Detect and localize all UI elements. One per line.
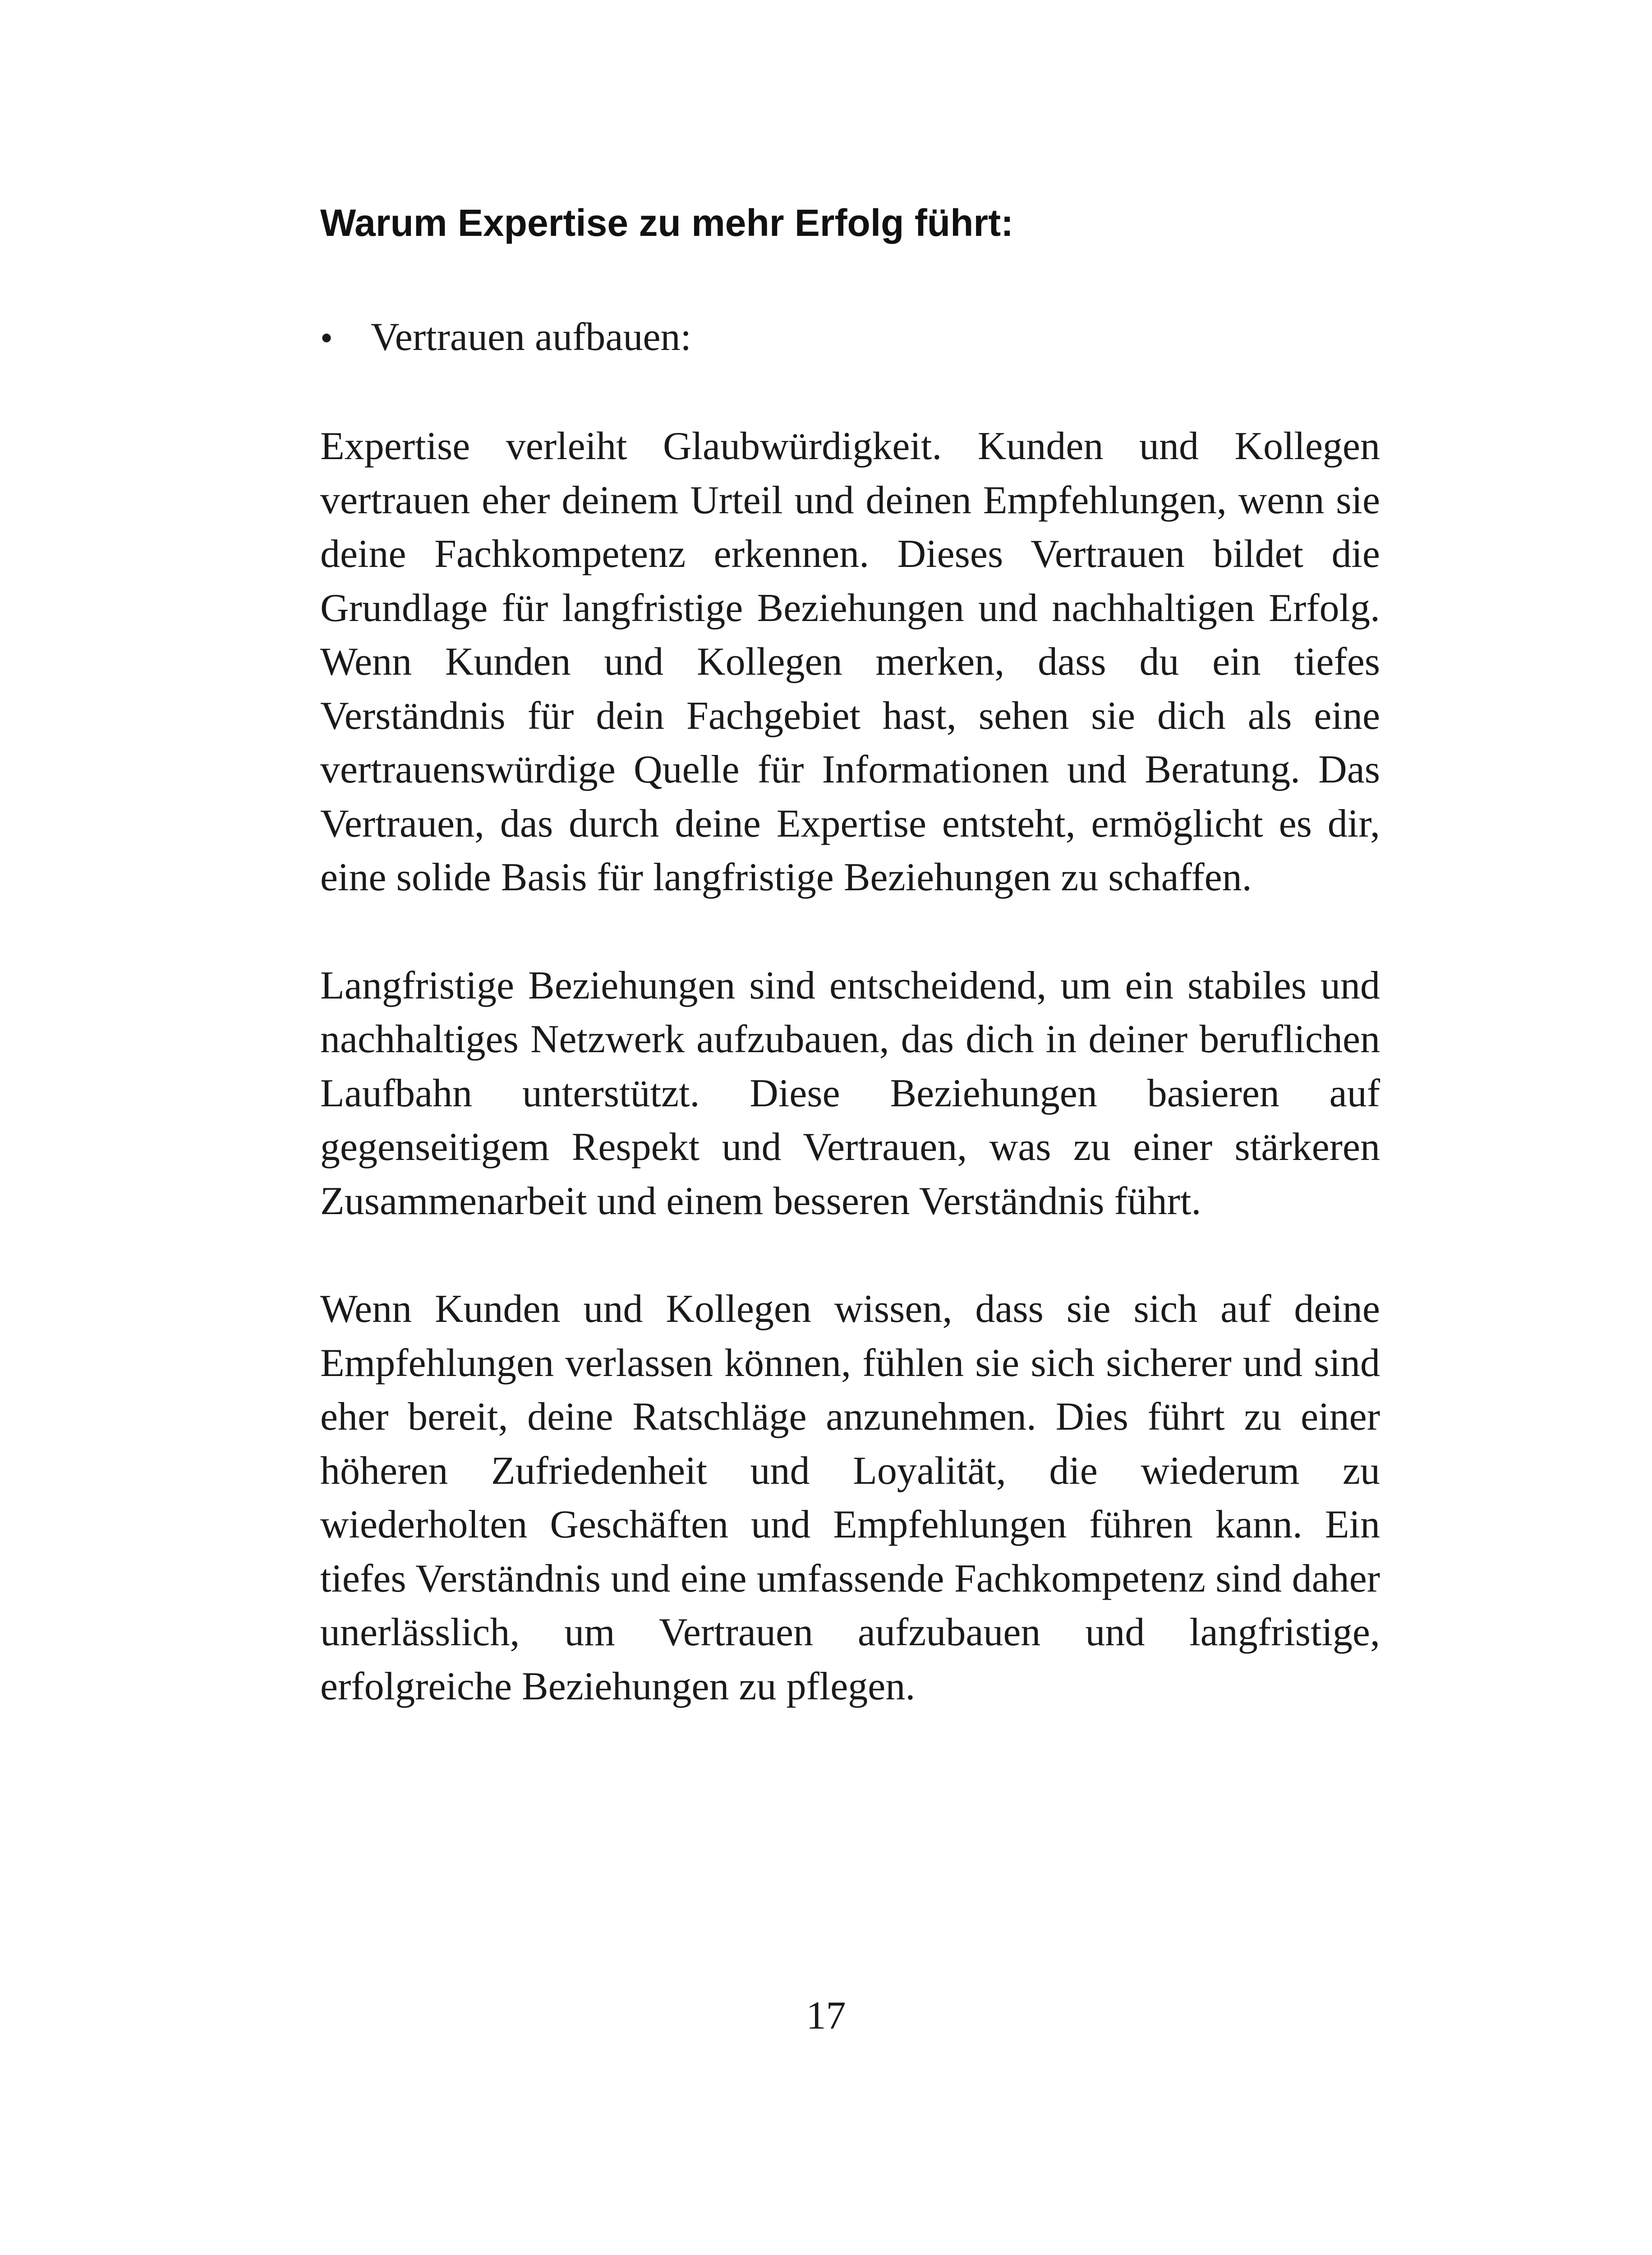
page-content — [320, 198, 1380, 1767]
page-number: 17 — [806, 1994, 846, 2038]
paragraph-3: Wenn Kunden und Kollegen wissen, dass sie sich auf deine Empfehlungen verlassen können, fühlen sie sich sicherer und sind eher bereit, deine Ratschläge anzunehmen. Dies führt zu einer höheren Zufriedenheit und Loyalität, die wiederum zu wiederholten Geschäften und Empfehlungen führen kann. Ein tiefes Verständnis und eine umfassende Fachkompetenz sind daher unerlässlich, um Vertrauen aufzubauen und langfristige, erfolgreiche Beziehungen zu pflegen. — [320, 1287, 1380, 1708]
bullet-icon: • — [320, 318, 333, 358]
bullet-text: Vertrauen aufbauen: — [371, 315, 691, 359]
section-heading: Warum Expertise zu mehr Erfolg führt: — [320, 202, 1014, 244]
bullet-item — [320, 310, 1380, 365]
paragraph-2: Langfristige Beziehungen sind entscheidend, um ein stabiles und nachhaltiges Netzwerk aufzubauen, das dich in deiner beruflichen Laufbahn unterstützt. Diese Beziehungen basieren auf gegenseitigem Respekt und Vertrauen, was zu einer stärkeren Zusammenarbeit und einem besseren Verständnis führt. — [320, 963, 1380, 1223]
paragraph-1: Expertise verleiht Glaubwürdigkeit. Kunden und Kollegen vertrauen eher deinem Urteil und deinen Empfehlungen, wenn sie deine Fachkompetenz erkennen. Dieses Vertrauen bildet die Grundlage für langfristige Beziehungen und nachhaltigen Erfolg. Wenn Kunden und Kollegen merken, dass du ein tiefes Verständnis für dein Fachgebiet hast, sehen sie dich als eine vertrauenswürdige Quelle für Informationen und Beratung. Das Vertrauen, das durch deine Expertise entsteht, ermöglicht es dir, eine solide Basis für langfristige Beziehungen zu schaffen. — [320, 424, 1380, 899]
